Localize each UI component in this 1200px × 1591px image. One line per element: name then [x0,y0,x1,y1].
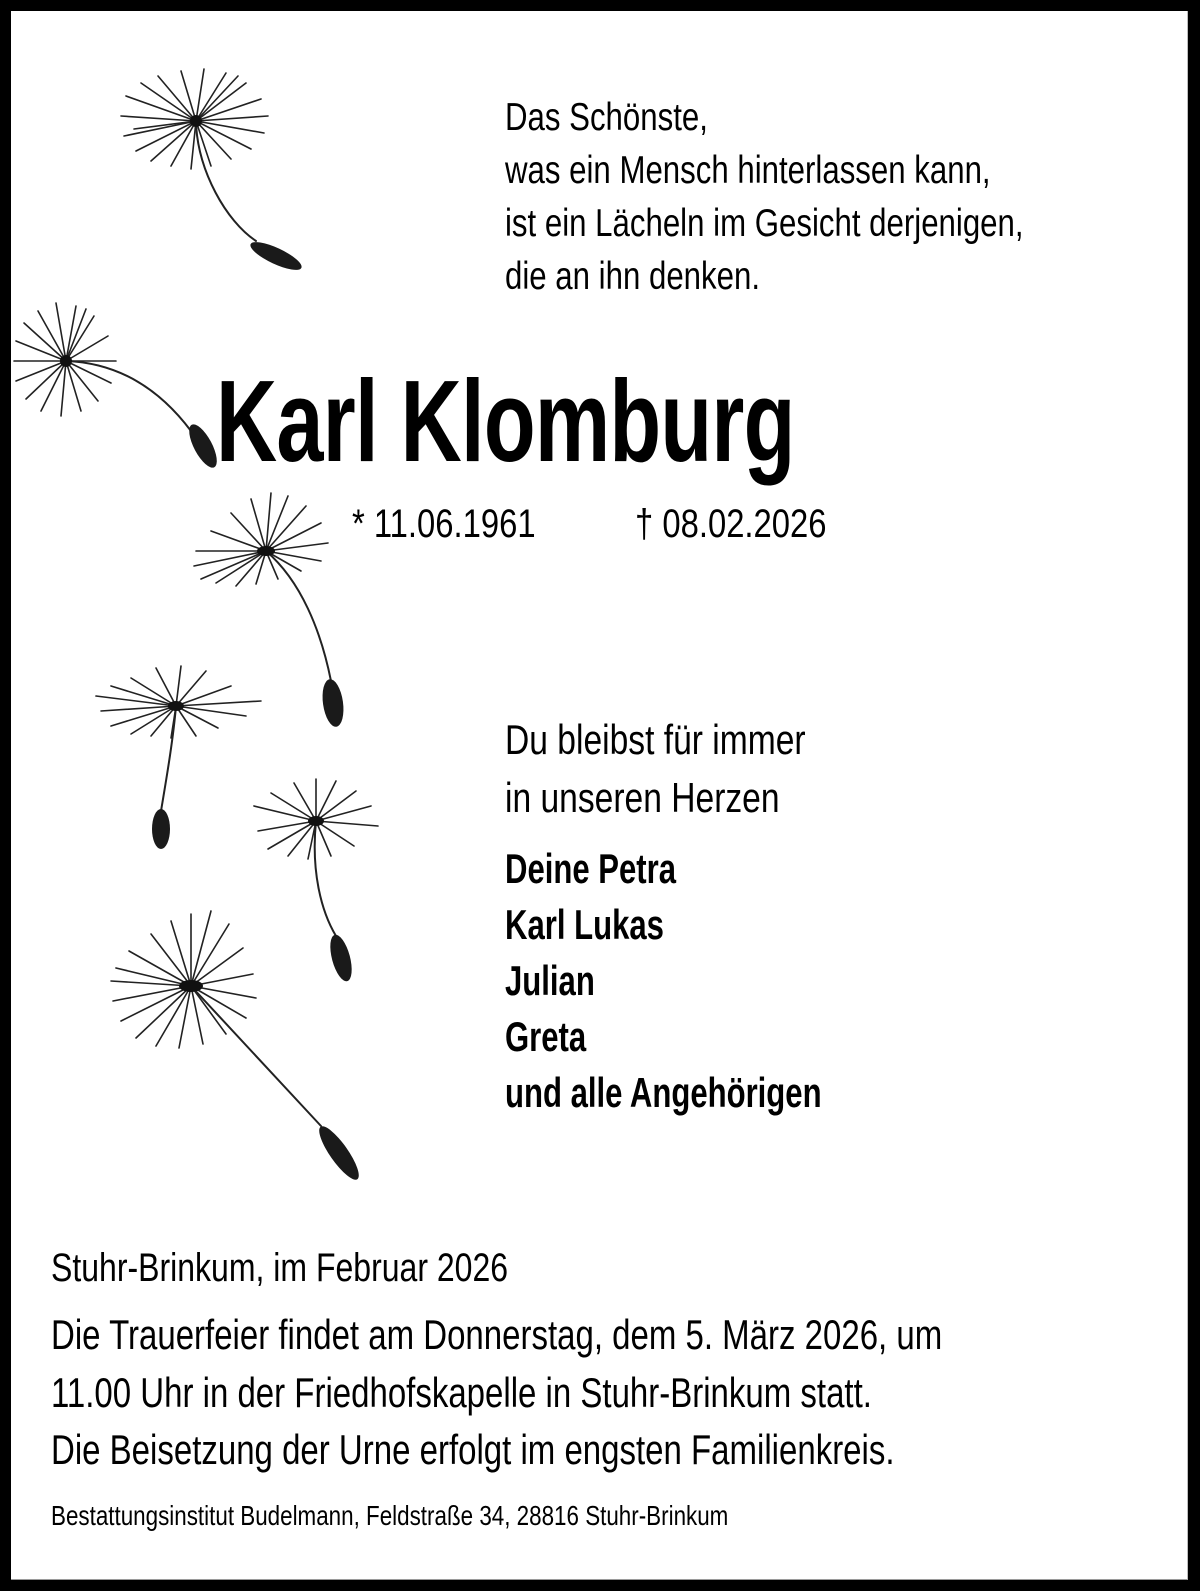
deceased-name [216,351,1009,491]
birth-date [352,499,576,549]
death-date [635,499,869,549]
death-date-text: † 08.02.2026 [635,502,827,546]
farewell-line: in unseren Herzen [505,774,780,821]
mourners-list [505,841,933,1121]
farewell-text [505,711,881,827]
undertaker-info [51,1498,898,1534]
quote-block [505,91,1153,303]
mourner-name: und alle Angehörigen [505,1069,822,1116]
dandelion-seed-icon [101,881,371,1201]
mourner-name: Greta [505,1013,587,1060]
dandelion-seed-icon [106,61,326,301]
quote-line: was ein Mensch hinterlassen kann, [505,149,991,192]
quote-line: ist ein Lächeln im Gesicht derjenigen, [505,202,1024,245]
mourner-name: Karl Lukas [505,901,664,948]
ceremony-line: 11.00 Uhr in der Friedhofskapelle in Stuhr-Brinkum statt. [51,1369,872,1416]
ceremony-line: Die Trauerfeier findet am Donnerstag, dem 5. März 2026, um [51,1311,943,1358]
mourner-name: Deine Petra [505,845,677,892]
place-date-text: Stuhr-Brinkum, im Februar 2026 [51,1246,509,1290]
place-date [51,1243,622,1293]
burial-text: Die Beisetzung der Urne erfolgt im engsten Familienkreis. [51,1426,895,1473]
quote-line: Das Schönste, [505,96,708,139]
mourner-name: Julian [505,957,595,1004]
burial-info [51,1423,1112,1477]
quote-line: die an ihn denken. [505,255,761,298]
undertaker-text: Bestattungsinstitut Budelmann, Feldstraße 34, 28816 Stuhr-Brinkum [51,1500,729,1531]
ceremony-info [51,1306,1172,1422]
farewell-line: Du bleibst für immer [505,716,806,763]
birth-date-text: * 11.06.1961 [352,502,536,546]
obituary-card [11,11,1188,1580]
deceased-name-text: Karl Klomburg [216,356,795,486]
dandelion-seed-icon [11,281,241,491]
